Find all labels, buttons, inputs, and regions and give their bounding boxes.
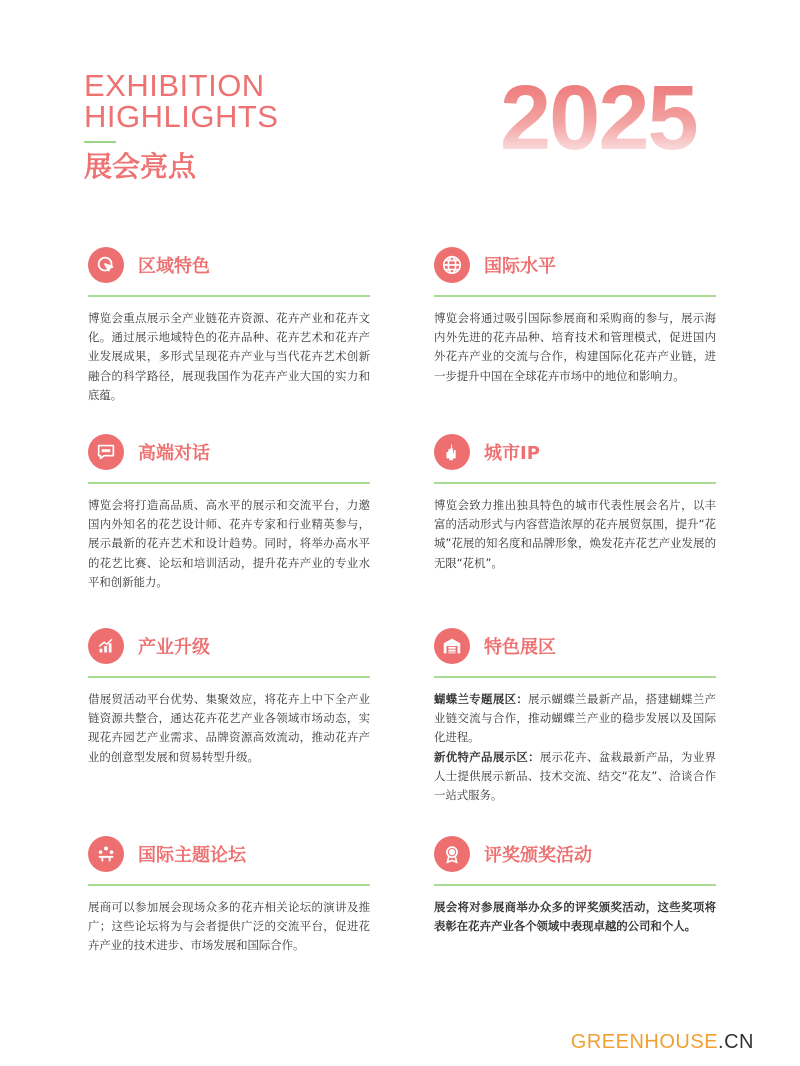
section-body: 博览会将通过吸引国际参展商和采购商的参与，展示海内外先进的花卉品种、培育技术和管理模式，促进国内外花卉产业的交流与合作，构建国际化花卉产业链，进一步提升中国在全球花卉市场中的地位和影响力。	[434, 311, 716, 383]
section-title: 国际水平	[484, 256, 556, 277]
section-title: 国际主题论坛	[138, 845, 246, 866]
footer-brand	[571, 1031, 754, 1054]
warehouse-icon	[434, 628, 470, 664]
title-chinese: 展会亮点	[84, 150, 197, 183]
section-divider	[434, 676, 716, 678]
section-regional	[88, 245, 370, 405]
section-awards	[434, 834, 716, 936]
zone-paragraph	[434, 748, 716, 806]
section-title: 城市IP	[484, 443, 540, 464]
meeting-icon	[88, 836, 124, 872]
year-banner: 2025	[500, 67, 697, 169]
section-divider	[88, 482, 370, 484]
section-body: 博览会重点展示全产业链花卉资源、花卉产业和花卉文化。通过展示地域特色的花卉品种、花卉艺术和花卉产业发展成果，多形式呈现花卉产业与当代花卉艺术创新融合的科学路径，展现我国作为花卉产业大国的实力和底蕴。	[88, 311, 370, 402]
section-title: 产业升级	[138, 637, 210, 658]
zone-label: 新优特产品展示区：	[434, 749, 540, 764]
zone-text: 展示蝴蝶兰最新产品，搭建蝴蝶兰产业链交流与合作，推动蝴蝶兰产业的稳步发展以及国际化进程。	[434, 692, 716, 745]
title-underline	[84, 141, 116, 143]
zone-label: 蝴蝶兰专题展区：	[434, 692, 529, 706]
city-skyline-icon	[434, 434, 470, 470]
section-forum	[88, 834, 370, 956]
section-divider	[434, 482, 716, 484]
section-title: 区域特色	[138, 256, 210, 277]
section-city	[434, 432, 716, 573]
section-dialogue	[88, 432, 370, 592]
section-divider	[88, 295, 370, 297]
section-body: 借展贸活动平台优势、集聚效应，将花卉上中下全产业链资源共整合，通达花卉花艺产业各领域市场动态，实现花卉园艺产业需求、品牌资源高效流动，推动花卉产业的创意型发展和贸易转型升级。	[88, 692, 370, 764]
section-divider	[88, 884, 370, 886]
section-title: 高端对话	[138, 443, 210, 464]
footer-brand-part2: .CN	[718, 1031, 754, 1053]
section-body: 展商可以参加展会现场众多的花卉相关论坛的演讲及推广；这些论坛将为与会者提供广泛的交流平台，促进花卉产业的技术进步、市场发展和国际合作。	[88, 900, 370, 953]
cursor-click-icon	[88, 247, 124, 283]
section-title: 特色展区	[484, 637, 556, 658]
footer-brand-part1: GREENHOUSE	[570, 1031, 719, 1053]
growth-chart-icon	[88, 628, 124, 664]
title-english-line2: HIGHLIGHTS	[84, 99, 279, 134]
section-title: 评奖颁奖活动	[484, 845, 592, 866]
section-international	[434, 245, 716, 386]
title-english-line1: EXHIBITION	[84, 68, 265, 103]
section-body: 展会将对参展商举办众多的评奖颁奖活动，这些奖项将表彰在花卉产业各个领域中表现卓越的公司和个人。	[434, 900, 716, 934]
section-body	[434, 690, 716, 805]
section-divider	[88, 676, 370, 678]
section-zones	[434, 626, 716, 805]
section-body: 博览会将打造高品质、高水平的展示和交流平台，力邀国内外知名的花艺设计师、花卉专家和行业精英参与，展示最新的花卉艺术和设计趋势。同时，将举办高水平的花艺比赛、论坛和培训活动，提升花卉产业的专业水平和创新能力。	[88, 498, 370, 589]
globe-icon	[434, 247, 470, 283]
chat-bubble-icon	[88, 434, 124, 470]
award-medal-icon	[434, 836, 470, 872]
zone-text: 展示花卉、盆栽最新产品，为业界人士提供展示新品、技术交流、结交“花友”、洽谈合作一站式服务。	[434, 749, 716, 803]
section-upgrade	[88, 626, 370, 767]
section-body: 博览会致力推出独具特色的城市代表性展会名片，以丰富的活动形式与内容营造浓厚的花卉展贸氛围，提升“花城”花展的知名度和品牌形象，焕发花卉花艺产业发展的无限“花机”。	[434, 498, 716, 570]
title-english	[84, 70, 278, 132]
section-divider	[434, 884, 716, 886]
section-divider	[434, 295, 716, 297]
zone-paragraph	[434, 690, 716, 748]
